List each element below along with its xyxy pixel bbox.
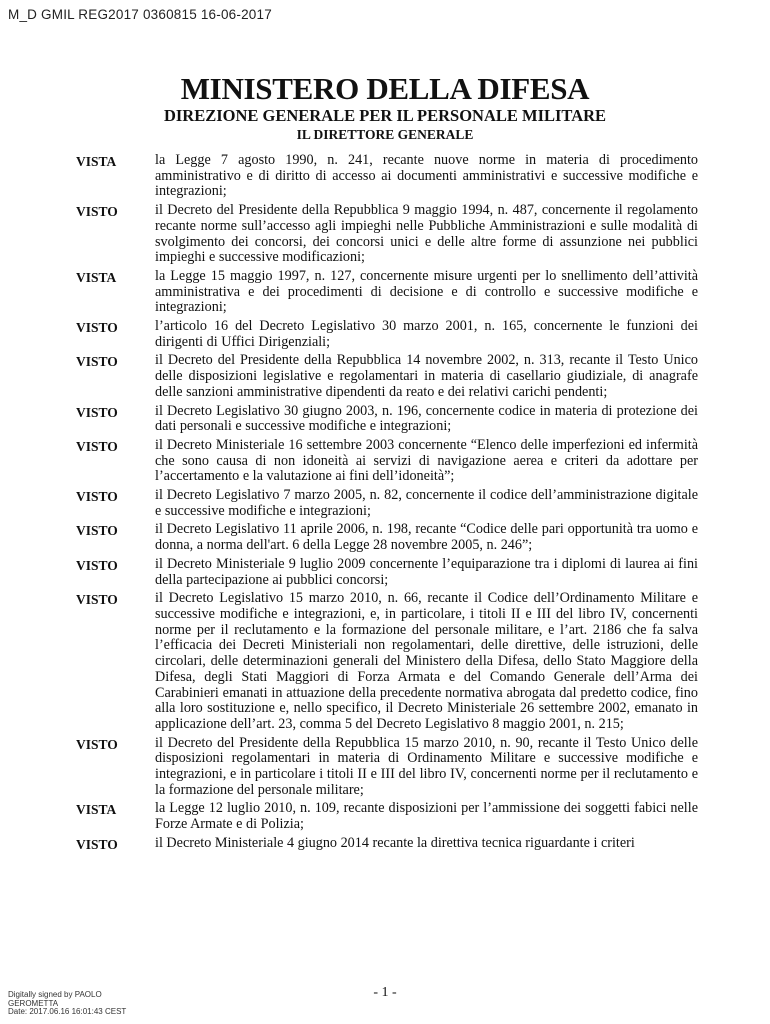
entry-text: il Decreto Ministeriale 16 settembre 2003 concernente “Elenco delle imperfezioni ed infermità che sono causa di non idoneità ai servizi di navigazione aerea e criteri da adottare per l’accertamento e la valutazione ai fini dell’idoneità”; — [155, 436, 698, 485]
entry-text: la Legge 7 agosto 1990, n. 241, recante nuove norme in materia di procedimento amministrativo e di diritto di accesso ai documenti amministrativi e successive modifiche e integrazioni; — [155, 152, 698, 200]
entry-keyword: VISTA — [76, 154, 117, 169]
signature-line: Digitally signed by PAOLO — [8, 990, 102, 999]
entry-text: il Decreto del Presidente della Repubblica 15 marzo 2010, n. 90, recante il Testo Unico delle disposizioni regolamentari in materia di Ordinamento Militare e successive modifiche e integrazioni, e in particolare i titoli II e III del libro IV, concernenti norme per il reclutamento e la formazione del personale militare; — [155, 734, 698, 798]
entry-text: la Legge 15 maggio 1997, n. 127, concernente misure urgenti per lo snellimento dell’attività amministrativa e dei procedimenti di decisione e di controllo e successive modifiche e integrazioni; — [155, 267, 698, 316]
entry-keyword: VISTO — [76, 354, 118, 370]
entry-keyword: VISTO — [76, 736, 118, 752]
entry-keyword: VISTA — [76, 802, 117, 818]
entry-keyword: VISTO — [76, 320, 118, 336]
entry-keyword: VISTO — [76, 438, 118, 454]
digital-signature — [8, 991, 126, 1017]
entry-keyword: VISTO — [76, 592, 118, 608]
entry-keyword: VISTO — [76, 557, 118, 573]
entry-text: il Decreto del Presidente della Repubblica 9 maggio 1994, n. 487, concernente il regolamento recante norme sull’accesso agli impieghi nelle Pubbliche Amministrazioni e sulle modalità di svolgimento dei concorsi, dei concorsi unici e delle altre forme di assunzione nei pubblici impieghi e successive modificazioni; — [155, 202, 698, 266]
director-office: IL DIRETTORE GENERALE — [296, 127, 474, 142]
entry-text: l’articolo 16 del Decreto Legislativo 30 marzo 2001, n. 165, concernente le funzioni dei dirigenti di Uffici Dirigenziali; — [155, 318, 698, 350]
preamble-entry — [76, 404, 698, 435]
preamble-entry — [76, 836, 698, 854]
directorate-subtitle: DIREZIONE GENERALE PER IL PERSONALE MILITARE — [163, 106, 607, 125]
preamble-list — [76, 153, 698, 857]
entry-text: il Decreto Ministeriale 9 luglio 2009 concernente l’equiparazione tra i diplomi di laurea ai fini della partecipazione ai pubblici concorsi; — [155, 555, 698, 588]
entry-text: il Decreto del Presidente della Repubblica 14 novembre 2002, n. 313, recante il Testo Unico delle disposizioni legislative e regolamentari in materia di casellario giudiziale, di anagrafe delle sanzioni amministrative dipendenti da reato e dei relativi carichi pendenti; — [155, 352, 698, 400]
entry-text: il Decreto Legislativo 7 marzo 2005, n. 82, concernente il codice dell’amministrazione digitale e successive modifiche e integrazioni; — [155, 487, 698, 519]
signature-line: Date: 2017.06.16 16:01:43 CEST — [8, 1007, 127, 1016]
preamble-entry — [76, 353, 698, 400]
entry-keyword: VISTO — [76, 836, 118, 852]
entry-text: il Decreto Legislativo 15 marzo 2010, n. 66, recante il Codice dell’Ordinamento Militare e successive modifiche e integrazioni, e, in particolare, i titoli II e III del libro IV, concernenti norme per il reclutamento e la formazione del personale militare, e l’art. 2186 che fa salva l’efficacia dei Decreti Ministeriali non regolamentari, delle direttive, delle istruzioni, delle circolari, delle determinazioni generali del Ministero della Difesa, dello Stato Maggiore della Difesa, degli Stati Maggiori di Forza Armata e del Comando Generale dell’Arma dei Carabinieri emanati in attuazione della precedente normativa abrogata dal predetto codice, fino alla loro sostituzione e, nello specifico, il Decreto Ministeriale 26 settembre 2002, emanato in applicazione dell’art. 23, comma 5 del Decreto Legislativo 8 maggio 2001, n. 215; — [155, 590, 698, 732]
entry-keyword: VISTO — [76, 489, 118, 505]
preamble-entry — [76, 488, 698, 519]
entry-keyword: VISTO — [76, 204, 118, 220]
preamble-entry — [76, 591, 698, 732]
entry-keyword: VISTA — [76, 269, 117, 285]
ministry-title: MINISTERO DELLA DIFESA — [180, 71, 590, 106]
protocol-stamp: M_D GMIL REG2017 0360815 16-06-2017 — [8, 7, 272, 22]
entry-keyword: VISTO — [76, 523, 118, 539]
entry-text: il Decreto Ministeriale 4 giugno 2014 recante la direttiva tecnica riguardante i criteri — [155, 834, 635, 851]
preamble-entry — [76, 557, 698, 588]
page-number: - 1 - — [373, 985, 397, 1000]
signature-line: GEROMETTA — [8, 998, 59, 1008]
preamble-entry — [76, 203, 698, 266]
preamble-entry — [76, 153, 698, 200]
preamble-entry — [76, 736, 698, 799]
preamble-entry — [76, 801, 698, 832]
entry-keyword: VISTO — [76, 404, 118, 420]
entry-text: il Decreto Legislativo 11 aprile 2006, n. 198, recante “Codice delle pari opportunità tra uomo e donna, a norma dell'art. 6 della Legge 28 novembre 2005, n. 246”; — [155, 521, 698, 554]
preamble-entry — [76, 319, 698, 350]
preamble-entry — [76, 269, 698, 316]
entry-text: il Decreto Legislativo 30 giugno 2003, n. 196, concernente codice in materia di protezione dei dati personali e successive modifiche e integrazioni; — [155, 402, 698, 435]
preamble-entry — [76, 438, 698, 485]
preamble-entry — [76, 522, 698, 553]
entry-text: la Legge 12 luglio 2010, n. 109, recante disposizioni per l’ammissione dei soggetti fabici nelle Forze Armate e di Polizia; — [155, 800, 698, 833]
document-header — [0, 72, 770, 144]
